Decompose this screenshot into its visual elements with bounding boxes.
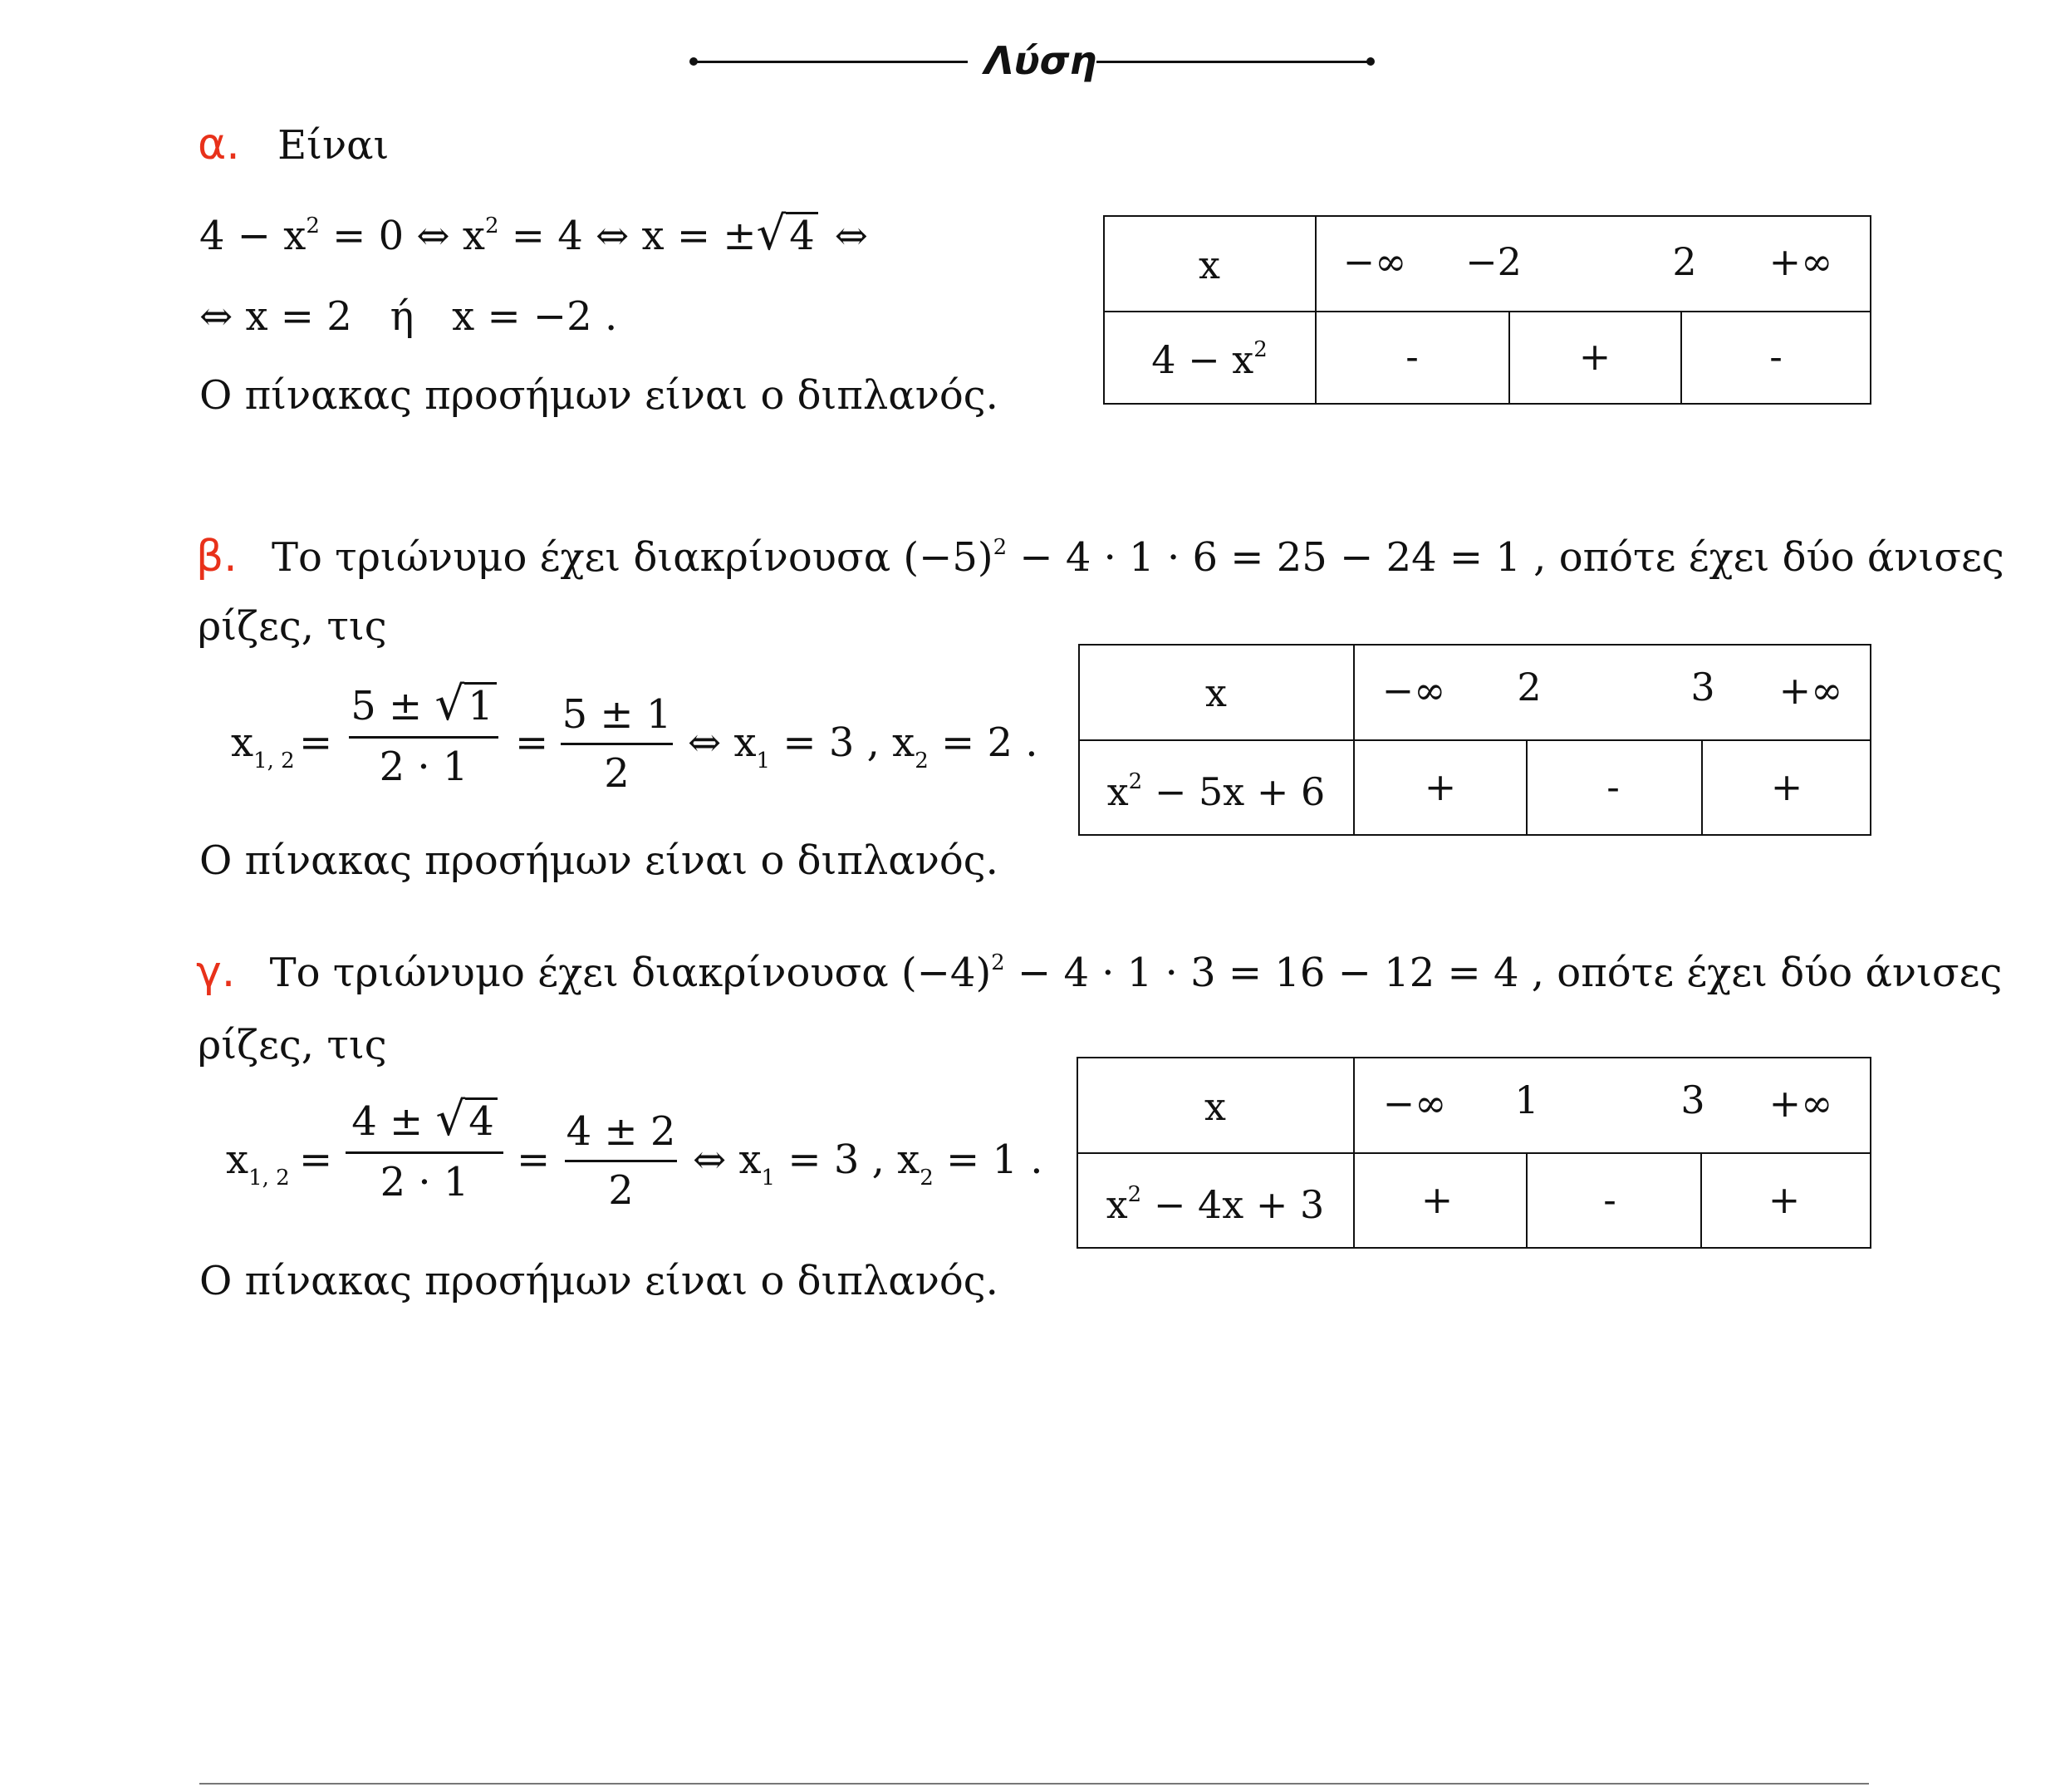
equals-sign: = <box>515 719 549 766</box>
expr-base: 4 − x <box>1151 337 1254 382</box>
x-symbol: x <box>226 1137 249 1183</box>
fraction-bar <box>346 1151 503 1154</box>
result-end: = 1 . <box>933 1137 1043 1183</box>
table-col-divider <box>1315 217 1317 403</box>
part-a-intro: Είναι <box>277 122 390 169</box>
expr-post: − 5x + 6 <box>1142 769 1326 814</box>
line1-exp: 2 <box>991 950 1005 975</box>
table-point: 2 <box>1672 239 1697 284</box>
part-c-root-var <box>226 1137 290 1191</box>
x-symbol: x <box>231 719 254 766</box>
line1-start: Το τριώνυμο έχει διακρίνουσα (−5) <box>271 534 993 581</box>
table-sign: + <box>1578 334 1611 379</box>
table-point: +∞ <box>1778 668 1843 713</box>
fraction-numerator: 4 ± 2 <box>566 1108 676 1155</box>
table-header-var: x <box>1204 1084 1226 1129</box>
expr-exp: 2 <box>1253 337 1268 362</box>
table-point: 3 <box>1680 1078 1705 1122</box>
table-sign: - <box>1769 334 1783 379</box>
part-b-label: β. <box>196 532 238 582</box>
result-end: = 2 . <box>928 719 1038 766</box>
eq1-mid: = 0 ⇔ x <box>319 213 485 259</box>
header-left-rule <box>694 61 968 63</box>
part-c-line-2: ρίζες, τις <box>198 1022 387 1068</box>
part-b-fraction-1 <box>349 677 498 790</box>
fraction-numerator <box>351 677 497 731</box>
eq1-rhs: = 4 ⇔ x = ± <box>498 213 757 259</box>
expr-exp: 2 <box>1128 769 1143 794</box>
fraction-denominator: 2 <box>604 750 630 797</box>
part-b-roots-result <box>688 719 1038 773</box>
table-point: −∞ <box>1382 1081 1447 1126</box>
table-row-divider <box>1105 311 1870 312</box>
line1-end: − 4 · 1 · 6 = 25 − 24 = 1 , οπότε έχει δύο άνισες <box>1007 534 2004 581</box>
fraction-bar <box>565 1160 677 1162</box>
fraction-bar <box>561 743 673 745</box>
part-c-label: γ. <box>196 947 236 997</box>
table-sign: + <box>1424 764 1457 809</box>
fraction-bar <box>349 736 498 739</box>
expr-pre: x <box>1106 769 1129 814</box>
eq1-exp-2: 2 <box>484 214 499 238</box>
equals-sign: = <box>299 1137 333 1183</box>
radicand: 4 <box>465 1097 498 1141</box>
table-point: +∞ <box>1768 1081 1833 1126</box>
expr-post: − 4x + 3 <box>1141 1182 1325 1227</box>
table-interval-divider <box>1701 739 1703 834</box>
sqrt-sign: √ <box>756 207 787 261</box>
eq1-exp-1: 2 <box>306 214 320 238</box>
fraction-denominator: 2 · 1 <box>379 744 468 790</box>
header-right-dot <box>1366 57 1375 66</box>
table-sign: + <box>1768 1177 1801 1222</box>
expr-pre: x <box>1106 1182 1128 1227</box>
x-subscript: 1, 2 <box>253 749 295 773</box>
num-pre: 4 ± <box>351 1098 436 1145</box>
sqrt-sign: √ <box>435 1092 466 1146</box>
part-c-sign-table <box>1077 1057 1871 1249</box>
table-point: −∞ <box>1342 239 1407 284</box>
table-header-var: x <box>1205 670 1227 715</box>
part-a-sign-table <box>1103 215 1871 405</box>
table-interval-divider <box>1526 739 1528 834</box>
table-interval-divider <box>1526 1152 1528 1247</box>
fraction-denominator: 2 <box>608 1167 634 1214</box>
part-b-conclusion: Ο πίνακας προσήμων είναι ο διπλανός. <box>199 837 998 884</box>
table-point: +∞ <box>1768 239 1833 284</box>
table-sign: - <box>1405 334 1419 379</box>
part-a-equation-1 <box>199 207 868 261</box>
table-sign: + <box>1770 764 1803 809</box>
table-point: −2 <box>1465 239 1522 284</box>
sub-1: 1 <box>761 1166 776 1191</box>
part-a-label: α. <box>198 120 240 169</box>
table-col-divider <box>1353 646 1355 834</box>
table-point: 3 <box>1690 665 1715 709</box>
table-row-expression <box>1151 337 1268 382</box>
part-c-roots-result <box>693 1137 1043 1191</box>
x-subscript: 1, 2 <box>248 1166 290 1191</box>
footer-rule <box>199 1783 1869 1785</box>
part-a-conclusion: Ο πίνακας προσήμων είναι ο διπλανός. <box>199 372 998 419</box>
eq1-end: ⇔ <box>834 213 868 259</box>
radicand: 1 <box>464 682 497 726</box>
table-interval-divider <box>1508 311 1510 403</box>
part-b-line-1 <box>196 532 2004 582</box>
table-point: 2 <box>1517 665 1542 709</box>
table-col-divider <box>1353 1058 1355 1247</box>
table-row-expression <box>1106 769 1326 814</box>
table-sign: - <box>1606 764 1620 809</box>
sub-2: 2 <box>920 1166 934 1191</box>
part-c-fraction-2 <box>565 1108 677 1214</box>
fraction-numerator <box>351 1092 498 1146</box>
line1-exp: 2 <box>993 535 1008 560</box>
part-b-root-var <box>231 719 295 773</box>
table-row-divider <box>1080 739 1870 741</box>
part-c-fraction-1 <box>346 1092 503 1205</box>
table-interval-divider <box>1680 311 1682 403</box>
line1-end: − 4 · 1 · 3 = 16 − 12 = 4 , οπότε έχει δύο άνισες <box>1004 950 2003 996</box>
page-title: Λύση <box>984 38 1097 83</box>
table-point: 1 <box>1514 1078 1539 1122</box>
num-pre: 5 ± <box>351 683 435 729</box>
part-c-conclusion: Ο πίνακας προσήμων είναι ο διπλανός. <box>199 1258 998 1304</box>
result-pre: ⇔ x <box>693 1137 762 1183</box>
fraction-numerator: 5 ± 1 <box>562 691 672 738</box>
line1-start: Το τριώνυμο έχει διακρίνουσα (−4) <box>269 950 992 996</box>
part-a-heading <box>198 120 390 169</box>
table-header-var: x <box>1199 243 1220 287</box>
table-sign: - <box>1603 1177 1616 1222</box>
fraction-denominator: 2 · 1 <box>380 1159 469 1205</box>
part-c-line-1 <box>196 947 2003 997</box>
sqrt-sign: √ <box>434 677 465 731</box>
table-point: −∞ <box>1381 668 1446 713</box>
table-row-divider <box>1078 1152 1870 1154</box>
eq1-radicand: 4 <box>786 212 818 256</box>
equals-sign: = <box>517 1137 551 1183</box>
table-interval-divider <box>1700 1152 1702 1247</box>
sub-1: 1 <box>756 749 771 773</box>
part-b-sign-table <box>1078 644 1871 836</box>
part-a-equation-2: ⇔ x = 2 ή x = −2 . <box>199 293 618 340</box>
result-mid: = 3 , x <box>770 719 915 766</box>
equals-sign: = <box>299 719 333 766</box>
result-mid: = 3 , x <box>775 1137 920 1183</box>
result-pre: ⇔ x <box>688 719 757 766</box>
eq1-lhs: 4 − x <box>199 213 307 259</box>
part-b-line-2: ρίζες, τις <box>198 603 387 650</box>
header-right-rule <box>1096 61 1371 63</box>
table-row-expression <box>1106 1182 1325 1227</box>
table-sign: + <box>1420 1177 1454 1222</box>
sub-2: 2 <box>915 749 929 773</box>
expr-exp: 2 <box>1127 1182 1142 1207</box>
part-b-fraction-2 <box>561 691 673 797</box>
